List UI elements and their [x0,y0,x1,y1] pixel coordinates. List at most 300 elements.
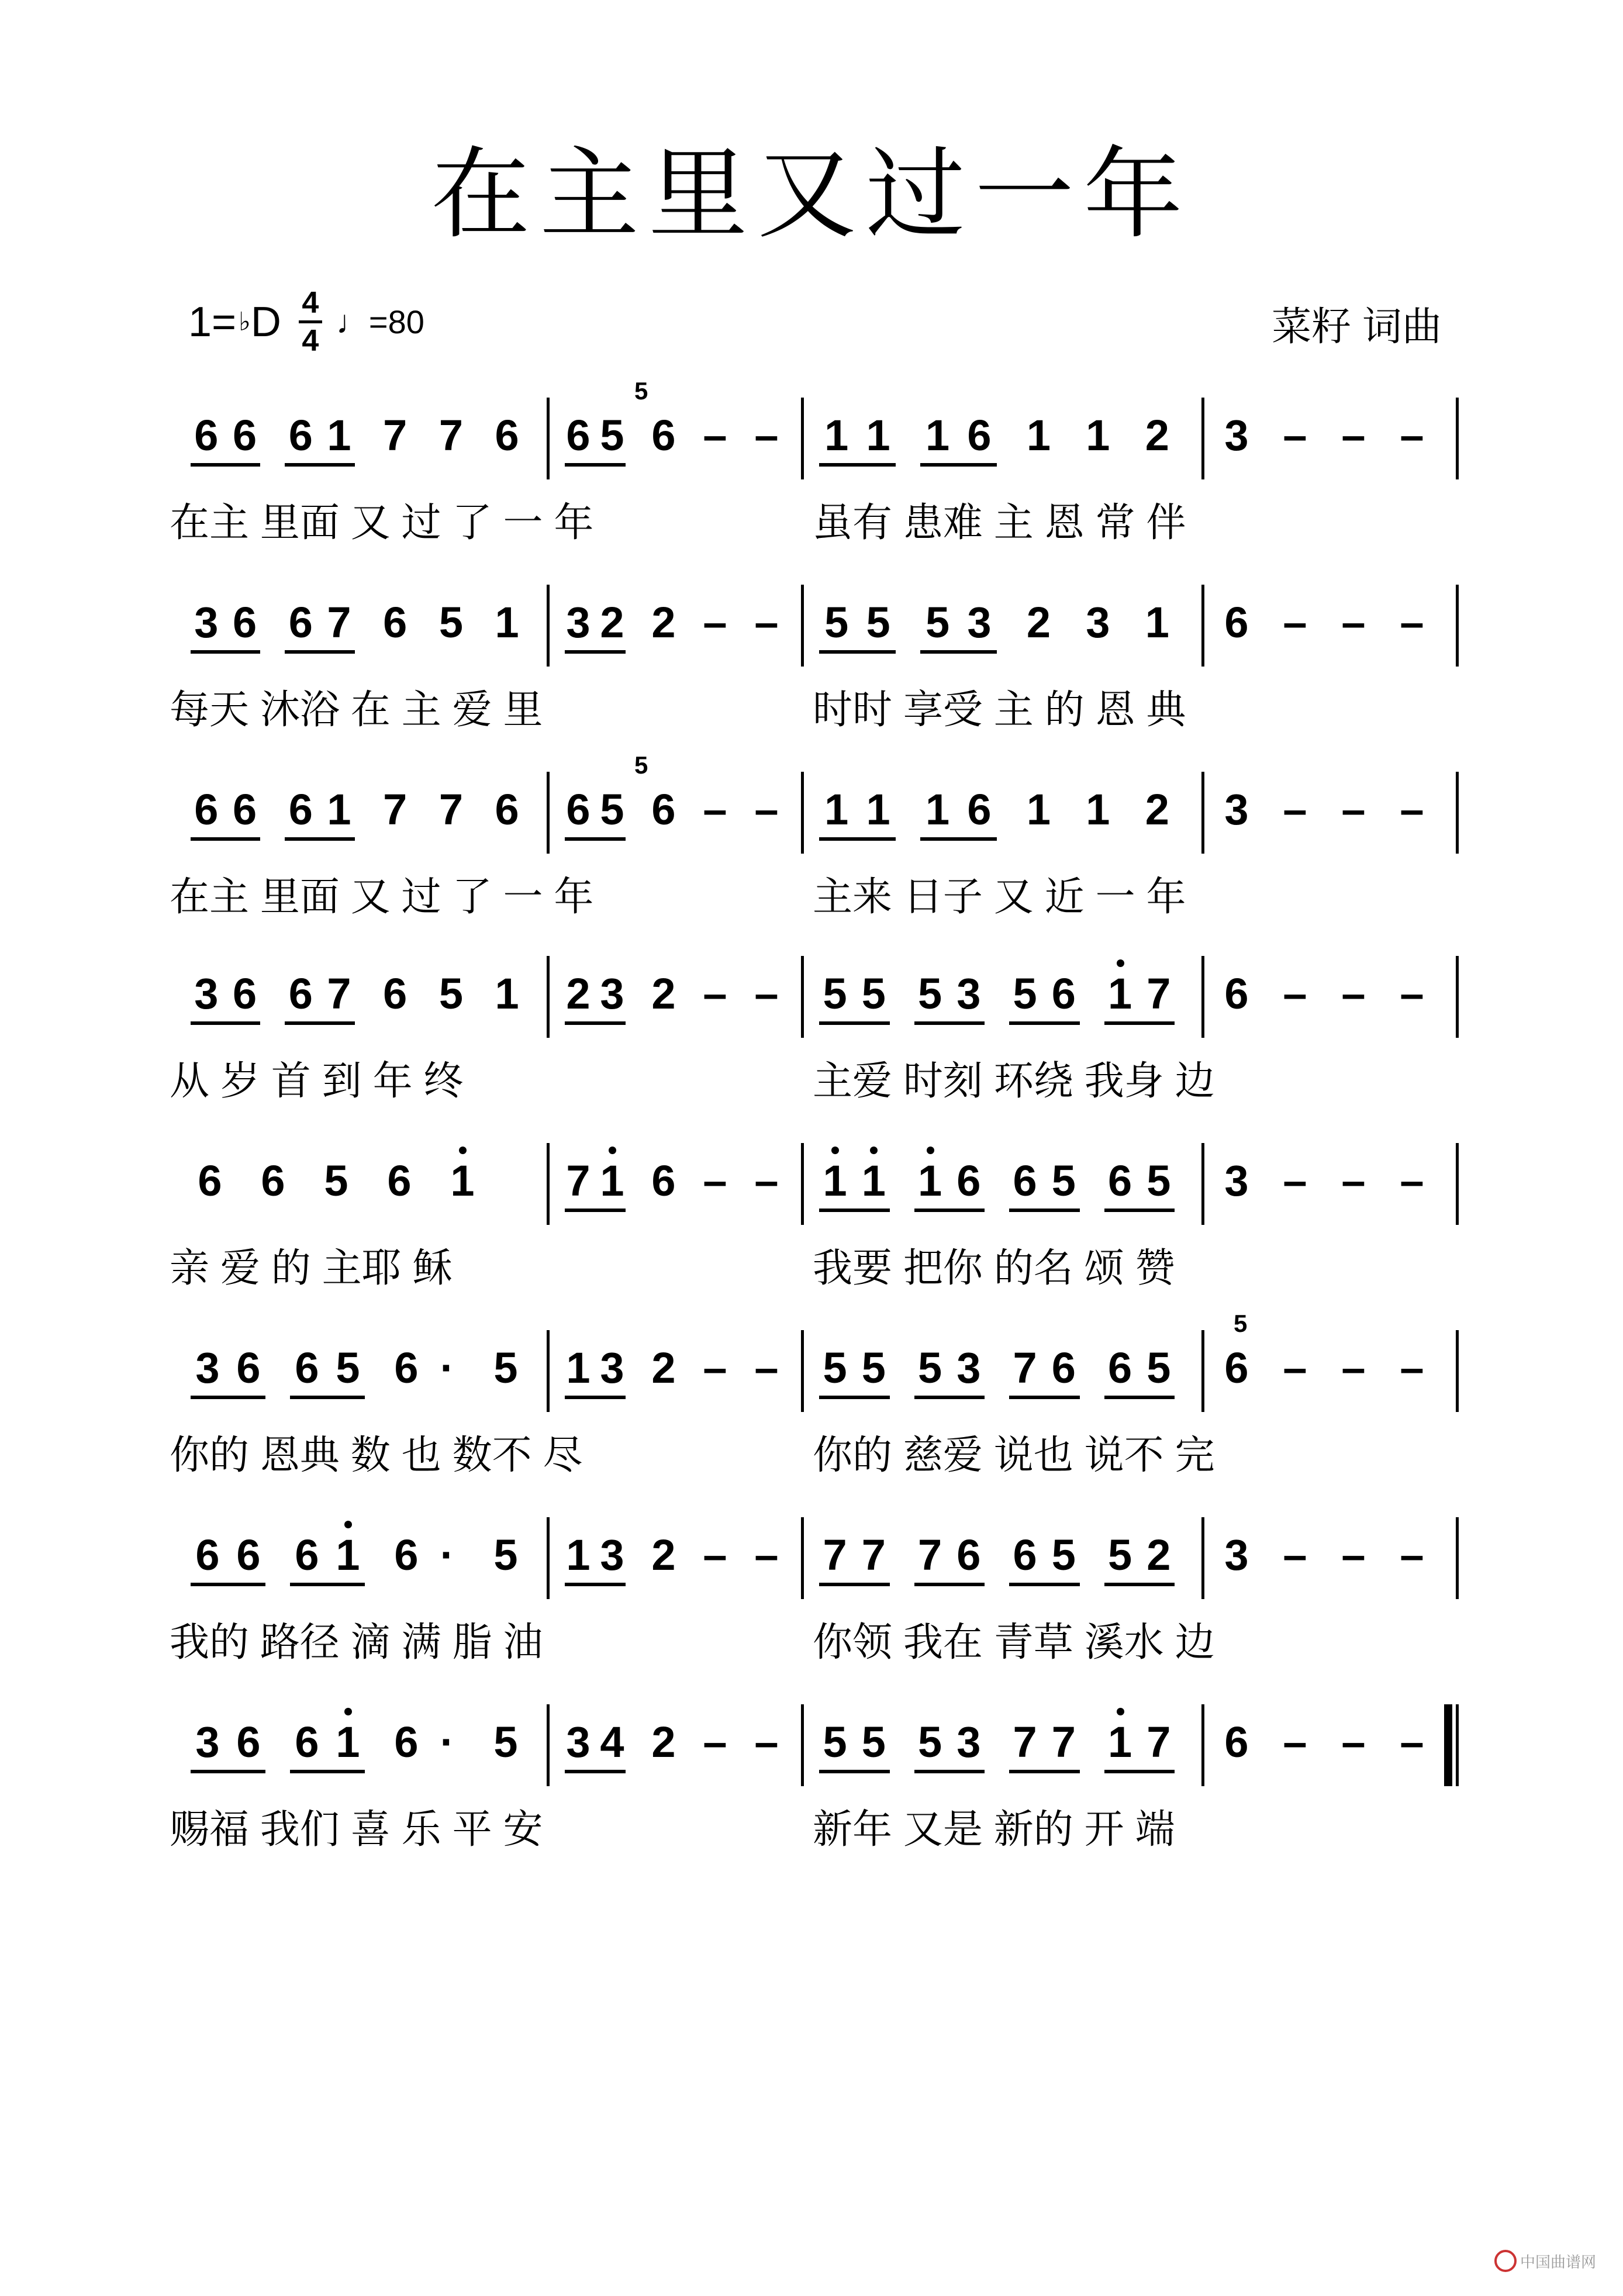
note: – [1341,969,1366,1018]
note: 3 [956,1344,981,1392]
tempo-mark: ♩=80 [336,303,424,340]
note: – [1341,785,1366,834]
note: 5 [824,598,849,647]
beam-underline [285,1021,354,1025]
note: 5 [600,785,624,834]
lyric-line-left: 在主 里面 又 过 了 一 年 [170,500,594,545]
note: 5 [1051,1531,1076,1579]
note: 4 [600,1718,624,1766]
beam-underline [565,837,626,841]
high-octave-dot [870,1147,878,1154]
watermark-logo [1494,2249,1600,2273]
bar-line [801,1330,804,1412]
note: 6 [394,1531,419,1579]
beam-underline [191,1396,265,1399]
high-octave-dot [609,1147,616,1154]
note: 6 [232,598,257,647]
high-octave-dot [1117,1708,1124,1715]
note: 6 [956,1156,981,1205]
note: – [754,411,779,460]
note: – [1283,969,1307,1018]
note: 6 [236,1531,261,1579]
note: 6 [295,1718,319,1766]
note: 1 [450,1156,475,1205]
note: – [703,1718,727,1766]
note: 1 [1108,969,1132,1018]
beam-underline [285,463,354,467]
beam-underline [191,1583,265,1586]
note: 1 [824,411,849,460]
beam-underline [819,650,896,654]
beam-underline [290,1770,365,1773]
note: 6 [232,969,257,1018]
beam-underline [1104,1209,1175,1212]
note: 6 [295,1344,319,1392]
lyric-line-left: 在主 里面 又 过 了 一 年 [170,875,594,919]
lyric-line-right: 新年 又是 新的 开 端 [813,1807,1175,1852]
note: – [1283,598,1307,647]
note: 1 [566,1344,591,1392]
note: 1 [1086,785,1110,834]
note: 6 [194,785,219,834]
note: 2 [1145,411,1169,460]
note: 5 [918,969,942,1018]
bar-line [1456,585,1459,667]
note: 3 [1224,1531,1249,1579]
note: 5 [1013,969,1037,1018]
beam-underline [565,650,626,654]
note: – [754,1344,779,1392]
note: 6 [1108,1344,1132,1392]
note: 1 [566,1531,591,1579]
lyric-line-right: 时时 享受 主 的 恩 典 [813,688,1186,732]
note: 5 [823,1344,847,1392]
note: 1 [1026,411,1051,460]
note: 2 [1147,1531,1171,1579]
beam-underline [1104,1396,1175,1399]
note: 1 [866,411,890,460]
high-octave-dot [831,1147,839,1154]
note: – [1341,1344,1366,1392]
bar-line [547,772,550,854]
note: 2 [651,969,676,1018]
beam-underline [914,1770,985,1773]
note: 6 [1051,1344,1076,1392]
note: 6 [288,785,313,834]
note: 7 [438,411,463,460]
note: 6 [261,1156,285,1205]
beam-underline [1009,1770,1080,1773]
song-title: 在主里又过一年 [430,137,1192,253]
note: 7 [383,411,408,460]
note: 1 [1145,598,1169,647]
note: – [1283,1156,1307,1205]
beam-underline [191,1021,260,1025]
note: 5 [438,969,463,1018]
note: 3 [956,969,981,1018]
beam-underline [285,837,354,841]
note: 3 [195,1718,220,1766]
beam-underline [914,1021,985,1025]
beam-underline [191,650,260,654]
beam-underline [1009,1021,1080,1025]
flat-icon: ♭ [239,308,251,336]
beam-underline [819,1209,890,1212]
high-octave-dot [344,1708,352,1715]
note: 6 [495,785,519,834]
note: 6 [387,1156,412,1205]
note: 7 [327,969,351,1018]
note: 5 [866,598,890,647]
note: 1 [918,1156,942,1205]
note: 5 [1147,1344,1171,1392]
bar-line [1201,1517,1204,1599]
lyric-line-right: 你领 我在 青草 溪水 边 [813,1620,1215,1665]
note: – [1341,598,1366,647]
note: 5 [861,1718,886,1766]
beam-underline [565,1021,626,1025]
beam-underline [290,1396,365,1399]
note: 5 [1147,1156,1171,1205]
note: 7 [861,1531,886,1579]
bar-line [1456,1704,1459,1786]
note: 2 [651,1531,676,1579]
note: 6 [495,411,519,460]
lyric-line-right: 虽有 患难 主 恩 常 伴 [813,500,1186,545]
note: – [1341,1531,1366,1579]
high-octave-dot [344,1521,352,1528]
note: 6 [651,785,676,834]
note: 1 [925,785,950,834]
bar-line [801,956,804,1038]
note: – [1283,1531,1307,1579]
note: 6 [295,1531,319,1579]
note: 3 [600,1531,624,1579]
note: – [703,969,727,1018]
bar-line [547,585,550,667]
note: 3 [566,1718,591,1766]
note: 1 [925,411,950,460]
bar-line [1201,956,1204,1038]
note: 3 [1224,785,1249,834]
note: 3 [194,969,219,1018]
beam-underline [819,1396,890,1399]
note: – [703,1344,727,1392]
beam-underline [1009,1583,1080,1586]
note: 2 [1026,598,1051,647]
note: 5 [918,1718,942,1766]
note: 6 [1051,969,1076,1018]
note: 5 [493,1718,518,1766]
note: 5 [438,598,463,647]
beam-underline [1009,1209,1080,1212]
lyric-line-left: 赐福 我们 喜 乐 平 安 [170,1807,543,1852]
beam-underline [819,1770,890,1773]
note: 3 [1086,598,1110,647]
bar-line [1201,398,1204,479]
note: – [703,1531,727,1579]
bar-line [1201,1143,1204,1225]
time-signature-top: 4 [302,286,319,320]
note: 7 [383,785,408,834]
beam-underline [565,1583,626,1586]
note: · [440,1531,455,1579]
note: – [1400,1718,1424,1766]
note: 1 [336,1718,360,1766]
lyric-line-left: 我的 路径 滴 满 脂 油 [170,1620,543,1665]
beam-underline [819,1021,890,1025]
note: 1 [866,785,890,834]
lyric-line-right: 主爱 时刻 环绕 我身 边 [813,1059,1215,1103]
lyric-line-left: 亲 爱 的 主耶 稣 [170,1246,453,1290]
time-signature [299,286,322,357]
note: 3 [195,1344,220,1392]
note: 6 [967,411,992,460]
note: 6 [1224,969,1249,1018]
beam-underline [914,1209,985,1212]
beam-underline [565,463,626,467]
bar-line [1456,956,1459,1038]
note: 2 [600,598,624,647]
note: 2 [651,1344,676,1392]
beam-underline [285,650,354,654]
grace-note: 5 [634,751,648,779]
note: 7 [327,598,351,647]
lyric-line-left: 你的 恩典 数 也 数不 尽 [170,1433,583,1477]
note: 7 [1147,1718,1171,1766]
beam-underline [290,1583,365,1586]
note: 1 [327,785,351,834]
note: 3 [566,598,591,647]
high-octave-dot [459,1147,467,1154]
note: 1 [495,969,519,1018]
lyric-line-left: 从 岁 首 到 年 终 [170,1059,464,1103]
note: – [1283,411,1307,460]
bar-line [1201,1704,1204,1786]
note: – [1400,411,1424,460]
note: 6 [198,1156,222,1205]
note: – [1283,1718,1307,1766]
beam-underline [920,463,997,467]
note: – [703,785,727,834]
bar-line [801,1704,804,1786]
bar-line [547,1143,550,1225]
bar-line [1456,1143,1459,1225]
note: 6 [288,598,313,647]
beam-underline [819,1583,890,1586]
note: – [754,1156,779,1205]
note: 6 [195,1531,220,1579]
note: – [754,785,779,834]
bar-line [801,585,804,667]
bar-line [801,1517,804,1599]
note: 6 [1224,1344,1249,1392]
bar-line [547,956,550,1038]
time-signature-line [299,320,322,323]
note: 6 [967,785,992,834]
note: 6 [566,411,591,460]
bar-line [1456,1517,1459,1599]
watermark-text: 中国曲谱网 [1520,2253,1597,2271]
lyric-line-right: 我要 把你 的名 颂 赞 [813,1246,1175,1290]
logo-icon [1494,2250,1517,2272]
note: 1 [1026,785,1051,834]
beam-underline [920,837,997,841]
bar-line [547,1517,550,1599]
lyric-line-right: 你的 慈爱 说也 说不 完 [813,1433,1215,1477]
note: – [1400,785,1424,834]
beam-underline [565,1209,626,1212]
time-signature-bottom: 4 [302,324,319,358]
note: 7 [918,1531,942,1579]
note: 6 [394,1344,419,1392]
note: · [440,1718,455,1766]
lyric-line-left: 每天 沐浴 在 主 爱 里 [170,688,543,732]
high-octave-dot [927,1147,934,1154]
note: 1 [1086,411,1110,460]
note: 1 [600,1156,624,1205]
note: 3 [1224,411,1249,460]
note: 5 [823,1718,847,1766]
key-base: 1= [188,298,237,346]
note: – [1341,1156,1366,1205]
grace-note: 5 [1234,1310,1248,1337]
note: 6 [956,1531,981,1579]
note: 6 [1013,1531,1037,1579]
note: 7 [1051,1718,1076,1766]
note: 1 [495,598,519,647]
note: 6 [1108,1156,1132,1205]
note: 6 [566,785,591,834]
note: · [440,1344,455,1392]
note: – [1283,1344,1307,1392]
note: 6 [236,1344,261,1392]
note: 2 [566,969,591,1018]
note: – [1283,785,1307,834]
note: – [754,598,779,647]
note: – [1400,969,1424,1018]
bar-line [547,1330,550,1412]
note: 1 [861,1156,886,1205]
note: 5 [823,969,847,1018]
key-note: D [250,298,281,346]
lyric-line-right: 主来 日子 又 近 一 年 [813,875,1186,919]
note: 6 [288,969,313,1018]
note: 5 [493,1531,518,1579]
bar-line [1456,398,1459,479]
note: 6 [383,969,408,1018]
note: 6 [1224,598,1249,647]
beam-underline [191,837,260,841]
note: 6 [394,1718,419,1766]
note: 2 [651,1718,676,1766]
beam-underline [914,1396,985,1399]
note: 6 [651,411,676,460]
note: 5 [336,1344,360,1392]
bar-line [1456,772,1459,854]
beam-underline [1009,1396,1080,1399]
note: 6 [232,785,257,834]
note: 7 [438,785,463,834]
final-bar-line [1444,1704,1452,1786]
key-signature [188,286,424,357]
beam-underline [914,1583,985,1586]
note: 5 [1108,1531,1132,1579]
note: 6 [1013,1156,1037,1205]
note: – [754,1531,779,1579]
note: 7 [1013,1718,1037,1766]
note: 7 [1013,1344,1037,1392]
note: – [754,969,779,1018]
beam-underline [565,1396,626,1399]
note: 1 [336,1531,360,1579]
note: 2 [651,598,676,647]
bar-line [1201,585,1204,667]
note: 3 [194,598,219,647]
note: 6 [383,598,408,647]
bar-line [547,398,550,479]
note: 5 [324,1156,348,1205]
bar-line [1456,1330,1459,1412]
note: 5 [861,1344,886,1392]
note: – [1400,598,1424,647]
bar-line [801,772,804,854]
note: – [1341,411,1366,460]
note: 5 [493,1344,518,1392]
bar-line [1201,1330,1204,1412]
composer-credit: 菜籽 词曲 [1272,305,1442,349]
note: 2 [1145,785,1169,834]
note: 6 [194,411,219,460]
note: 5 [918,1344,942,1392]
note: 1 [824,785,849,834]
note: 5 [600,411,624,460]
note: – [1400,1531,1424,1579]
note: 3 [600,969,624,1018]
beam-underline [1104,1770,1175,1773]
note: 5 [861,969,886,1018]
note: 6 [651,1156,676,1205]
note: 3 [967,598,992,647]
note: – [703,1156,727,1205]
note: 5 [1051,1156,1076,1205]
note: 1 [1108,1718,1132,1766]
grace-note: 5 [634,377,648,405]
high-octave-dot [1117,959,1124,967]
beam-underline [920,650,997,654]
beam-underline [1104,1021,1175,1025]
note: – [1400,1156,1424,1205]
note: 1 [327,411,351,460]
note: 5 [925,598,950,647]
note: 3 [1224,1156,1249,1205]
note: 1 [823,1156,847,1205]
note: – [703,411,727,460]
note: – [703,598,727,647]
note: 6 [236,1718,261,1766]
bar-line [801,1143,804,1225]
beam-underline [1104,1583,1175,1586]
note: – [1400,1344,1424,1392]
note: 7 [823,1531,847,1579]
note: – [1341,1718,1366,1766]
bar-line [1201,772,1204,854]
beam-underline [191,1770,265,1773]
bar-line [801,398,804,479]
note: 6 [288,411,313,460]
beam-underline [819,463,896,467]
note: 3 [600,1344,624,1392]
